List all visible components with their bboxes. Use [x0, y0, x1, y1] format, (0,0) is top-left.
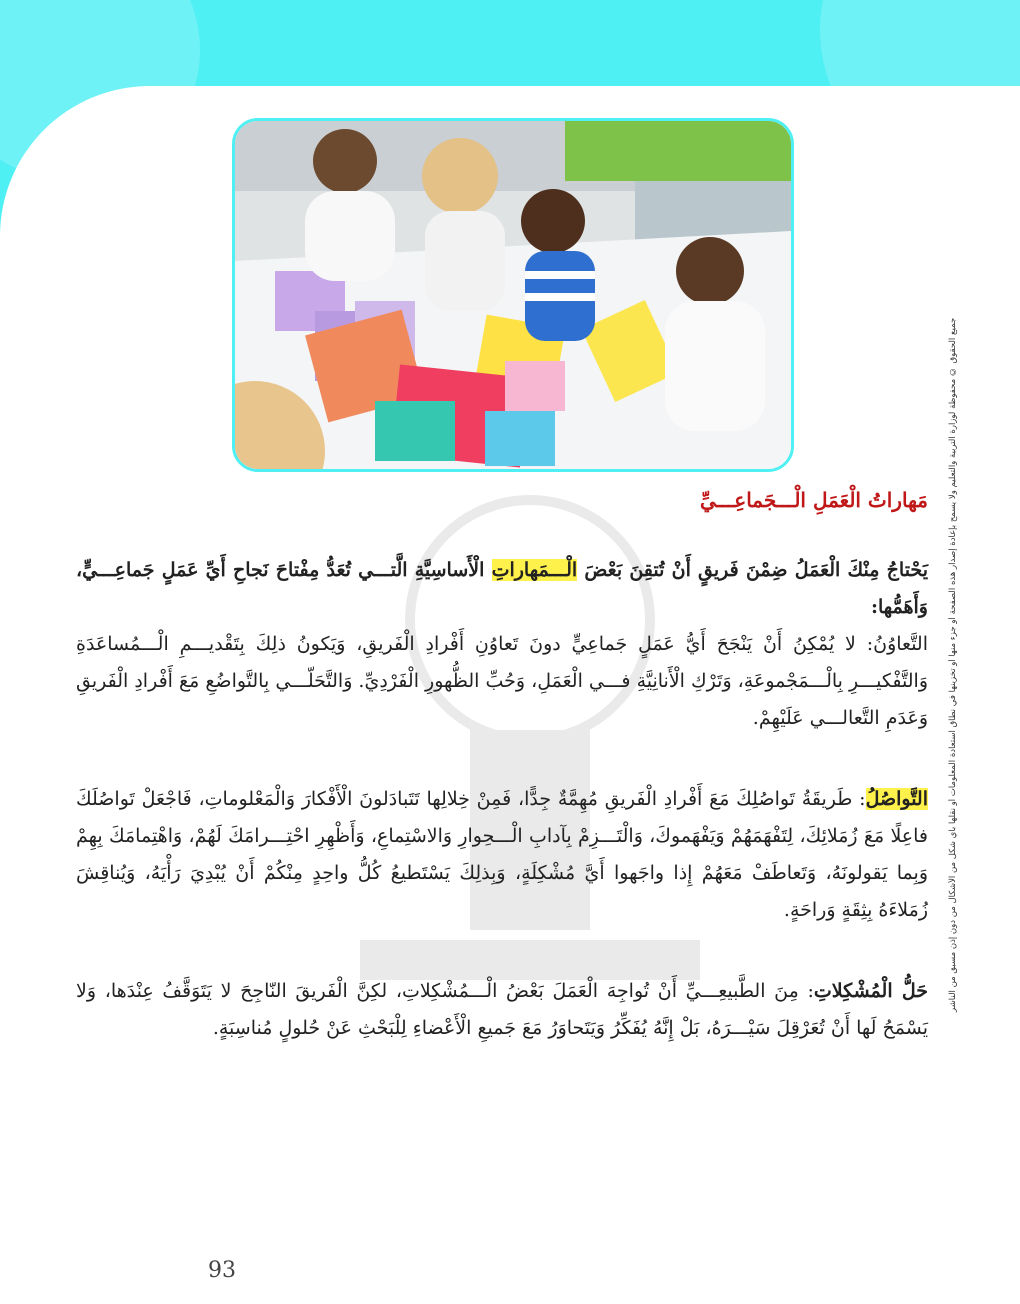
children-teamwork-photo	[232, 118, 794, 472]
lesson-content	[76, 480, 928, 1047]
problem-solving-title: حَلُّ الْمُشْكِلاتِ	[813, 980, 928, 1002]
highlighted-word: الْـــمَهاراتِ	[491, 559, 578, 581]
page-number: 93	[208, 1258, 236, 1283]
communication-text: : طَريقَةُ تَواصُلِكَ مَعَ أَفْرادِ الْفَريقِ مُهِمَّةٌ جِدًّا، فَمِنْ خِلالِها تَتَبادَلونَ الْأَفْكارَ وَالْمَعْلوماتِ، فَاجْعَلْ تَواصُلَكَ فاعِلًا مَعَ زُمَلائِكَ، لِتَفْهَمَهُمْ وَيَفْهَموكَ، وَالْتَـــزِمْ بِآدابِ الْـــحِوارِ وَالاسْتِماعِ، وَأَظْهِرِ احْتِـــرامَكَ لَهُمْ، وَاهْتِمامَكَ بِهِمْ وَبِما يَقولونَهُ، وَتَعاطَفْ مَعَهُمْ إِذا واجَهوا أَيَّ مُشْكِلَةٍ، وَبِذلِكَ يَسْتَطيعُ كُلُّ واحِدٍ مِنْكُمْ أَنْ يُبْدِيَ رَأْيَهُ، وَيُناقِشَ زُمَلاءَهُ بِثِقَةٍ وَراحَةٍ.	[76, 788, 928, 921]
spacer	[76, 737, 928, 781]
intro-text-start: يَحْتاجُ مِنْكَ الْعَمَلُ ضِمْنَ فَريقٍ أَنْ تُتقِنَ بَعْضَ	[577, 559, 928, 581]
cooperation-paragraph: التَّعاوُنُ: لا يُمْكِنُ أَنْ يَنْجَحَ أَيُّ عَمَلٍ جَماعِيٍّ دونَ تَعاوُنِ أَفْرادِ الْفَريقِ، وَيَكونُ ذلِكَ بِتَقْديـــمِ الْـــمُساعَدَةِ وَالتَّفْكيـــرِ بِالْـــمَجْموعَةِ، وَتَرْكِ الْأَنانِيَّةِ فـــي الْعَمَلِ، وَحُبِّ الظُّهورِ الْفَرْدِيِّ. وَالتَّحَلّـــي بِالتَّواضُعِ مَعَ أَفْرادِ الْفَريقِ وَعَدَمِ التَّعالـــي عَلَيْهِمْ.	[76, 633, 928, 729]
intro-paragraph	[76, 552, 928, 626]
intro-text-end: الْأَساسِيَّةِ الَّتـــي تُعَدُّ مِفْتاحَ نَجاحِ أَيِّ عَمَلٍ جَماعِـــيٍّ، وَأَهَمُّها:	[76, 559, 928, 618]
communication-paragraph	[76, 781, 928, 929]
spacer	[76, 929, 928, 973]
section-heading: مَهاراتُ الْعَمَلِ الْـــجَماعِـــيِّ	[700, 488, 928, 512]
problem-solving-paragraph	[76, 973, 928, 1047]
copyright-note: جميع الحقوق © محفوظة لوزارة التربية والتعليم ولا يسمح بإعادة إصدار هذه الصفحة أو جزء منها أو تخزينها في نطاق استعادة المعلومات أو نقلها بأي شكل من الأشكال من دون إذن مسبق من الناشر	[948, 317, 958, 1013]
problem-solving-text: : مِنَ الطَّبيعِـــيِّ أَنْ تُواجِهَ الْعَمَلَ بَعْضُ الْـــمُشْكِلاتِ، لكِنَّ الْفَريقَ النّاجِحَ لا يَتَوَقَّفُ عِنْدَها، وَلا يَسْمَحُ لَها أَنْ تُعَرْقِلَ سَيْـــرَهُ، بَلْ إِنَّهُ يُفَكِّرُ وَيَتَحاوَرُ مَعَ جَميعِ الْأَعْضاءِ لِلْبَحْثِ عَنْ حُلولٍ مُناسِبَةٍ.	[76, 980, 928, 1039]
communication-title: التَّواصُلُ	[865, 788, 928, 810]
